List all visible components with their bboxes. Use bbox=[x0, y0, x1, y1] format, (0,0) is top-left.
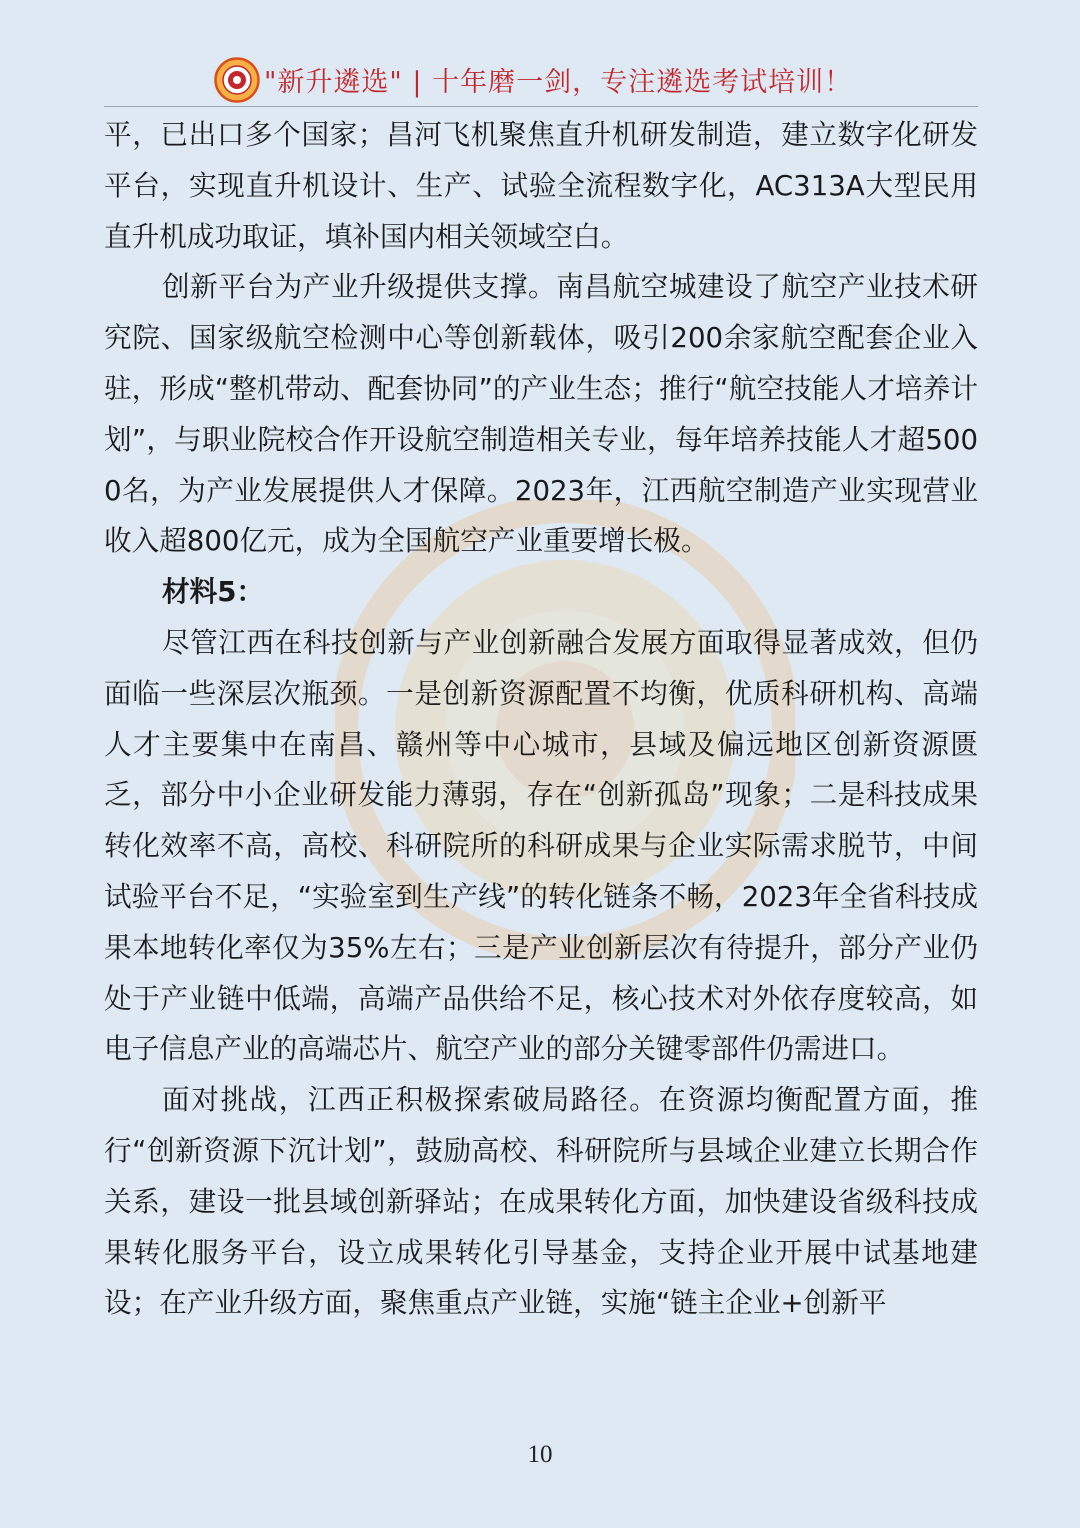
document-body bbox=[104, 110, 978, 1329]
page-header bbox=[104, 54, 978, 107]
paragraph-bottlenecks: 尽管江西在科技创新与产业创新融合发展方面取得显著成效，但仍面临一些深层次瓶颈。一是创新资源配置不均衡，优质科研机构、高端人才主要集中在南昌、赣州等中心城市，县域及偏远地区创新资源匮乏，部分中小企业研发能力薄弱，存在“创新孤岛”现象；二是科技成果转化效率不高，高校、科研院所的科研成果与企业实际需求脱节，中间试验平台不足，“实验室到生产线”的转化链条不畅，2023年全省科技成果本地转化率仅为35%左右；三是产业创新层次有待提升，部分产业仍处于产业链中低端，高端产品供给不足，核心技术对外依存度较高，如电子信息产业的高端芯片、航空产业的部分关键零部件仍需进口。 bbox=[104, 625, 978, 1066]
seal-logo-icon bbox=[214, 57, 260, 103]
header-slogan: "新升遴选" | 十年磨一剑，专注遴选考试培训！ bbox=[264, 67, 853, 98]
material-heading: 材料5： bbox=[162, 575, 264, 609]
paragraph-solutions: 面对挑战，江西正积极探索破局路径。在资源均衡配置方面，推行“创新资源下沉计划”，鼓励高校、科研院所与县域企业建立长期合作关系，建设一批县域创新驿站；在成果转化方面，加快建设省级科技成果转化服务平台，设立成果转化引导基金，支持企业开展中试基地建设；在产业升级方面，聚焦重点产业链，实施“链主企业+创新平 bbox=[104, 1083, 978, 1320]
page-number: 10 bbox=[527, 1441, 553, 1468]
paragraph-innovation-platform: 创新平台为产业升级提供支撑。南昌航空城建设了航空产业技术研究院、国家级航空检测中心等创新载体，吸引200余家航空配套企业入驻，形成“整机带动、配套协同”的产业生态；推行“航空技能人才培养计划”，与职业院校合作开设航空制造相关专业，每年培养技能人才超5000名，为产业发展提供人才保障。2023年，江西航空制造产业实现营业收入超800亿元，成为全国航空产业重要增长极。 bbox=[104, 270, 978, 558]
paragraph-continuation: 平，已出口多个国家；昌河飞机聚焦直升机研发制造，建立数字化研发平台，实现直升机设计、生产、试验全流程数字化，AC313A大型民用直升机成功取证，填补国内相关领域空白。 bbox=[104, 118, 978, 253]
